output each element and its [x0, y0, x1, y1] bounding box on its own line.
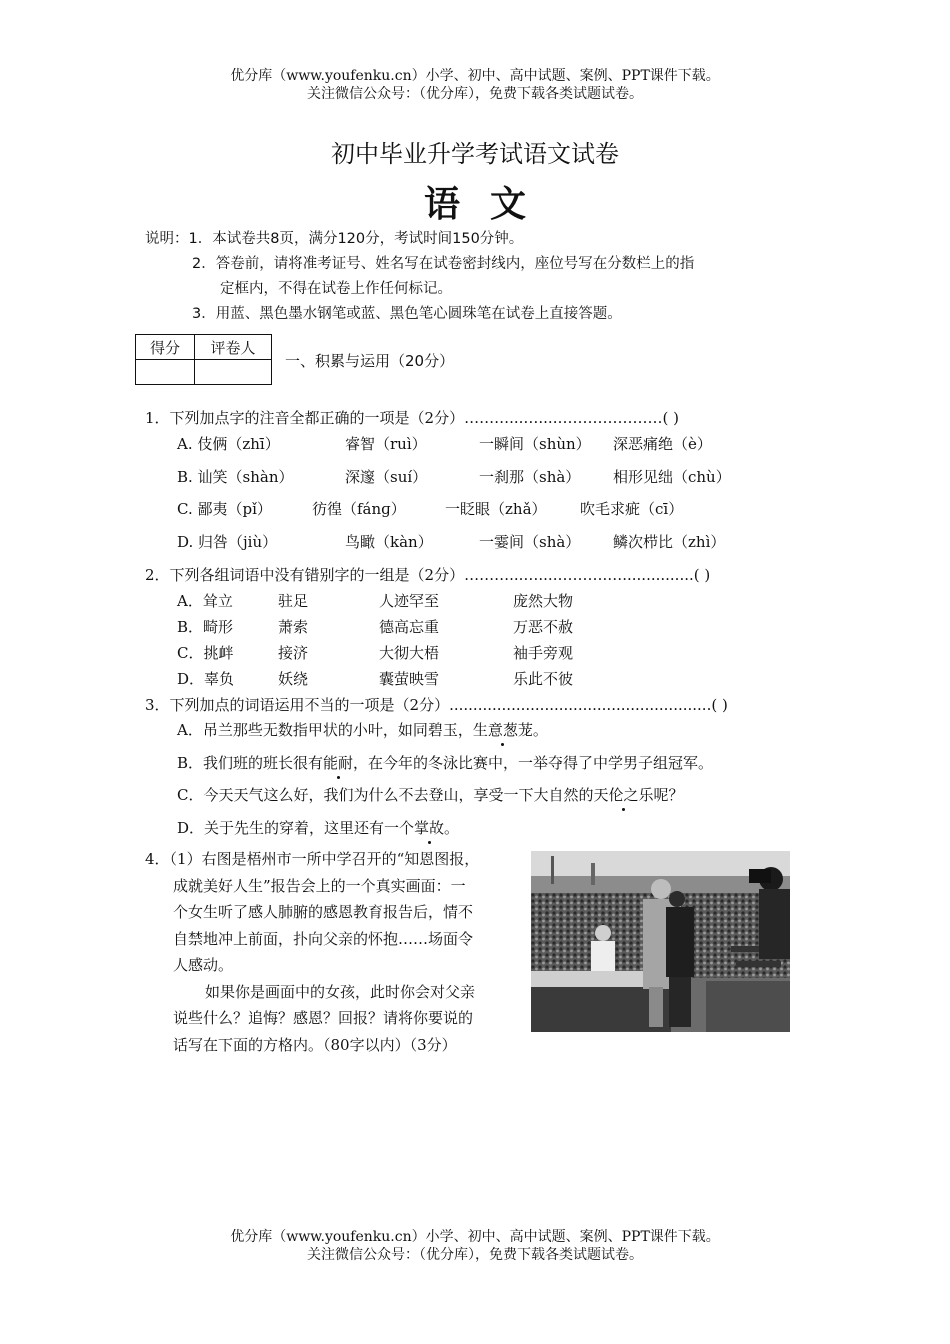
q3-stem: 3．下列加点的词语运用不当的一项是（2分）.......................................................( )	[145, 696, 728, 714]
q3-option-b: B．我们班的班长很有能耐，在今年的冬泳比赛中，一举夺得了中学男子组冠军。	[177, 753, 714, 772]
score-table	[135, 334, 272, 385]
instruction-2: 2．答卷前，请将准考证号、姓名写在试卷密封线内，座位号写在分数栏上的指	[192, 256, 695, 272]
q2-option-b: B．畸形 萧索 德高忘重 万恶不赦	[177, 618, 574, 636]
section-heading: 一、积累与运用（20分）	[285, 352, 455, 370]
score-header: 得分	[136, 335, 195, 360]
header-line-2: 关注微信公众号：（优分库），免费下载各类试题试卷。	[307, 86, 643, 102]
q3-option-d: D．关于先生的穿着，这里还有一个掌故。	[177, 818, 460, 837]
q2-option-c: C．挑衅 接济 大彻大梧 袖手旁观	[177, 644, 574, 662]
q4-line-5: 人感动。	[173, 956, 234, 974]
footer-line-1: 优分库（www.youfenku.cn）小学、初中、高中试题、案例、PPT课件下载。	[230, 1229, 720, 1245]
q4-line-7: 说些什么？追悔？感恩？回报？请将你要说的	[173, 1009, 474, 1027]
q3-option-c: C．今天天气这么好，我们为什么不去登山，享受一下大自然的天伦之乐呢？	[177, 786, 684, 804]
q3-option-a: A．吊兰那些无数指甲状的小叶，如同碧玉，生意葱茏。	[177, 721, 548, 739]
q1-option-c: C. 鄙夷（pǐ） 彷徨（fánɡ） 一眨眼（zhǎ） 吹毛求疵（cī）	[177, 500, 684, 518]
footer-line-2: 关注微信公众号：（优分库），免费下载各类试题试卷。	[307, 1247, 643, 1263]
grader-header: 评卷人	[195, 335, 272, 360]
exam-title: 初中毕业升学考试语文试卷	[331, 140, 619, 168]
q3-options	[177, 719, 797, 849]
instruction-1: 说明：1．本试卷共8页，满分120分，考试时间150分钟。	[145, 231, 524, 247]
instruction-2-cont: 定框内，不得在试卷上作任何标记。	[220, 281, 452, 297]
q3-b-dotted-word: 能耐	[323, 753, 354, 772]
q2-option-d: D．辜负 妖绕 囊萤映雪 乐此不彼	[177, 670, 574, 688]
q4-line-1: 4．（1）右图是梧州市一所中学召开的“知恩图报，	[145, 850, 480, 868]
instruction-3: 3．用蓝、黑色墨水钢笔或蓝、黑色笔心圆珠笔在试卷上直接答题。	[192, 306, 622, 322]
q1-option-b: B. 讪笑（shàn） 深邃（suí） 一刹那（shà） 相形见绌（chù）	[177, 467, 731, 486]
assembly-photo-image	[531, 851, 790, 1032]
q4-line-8: 话写在下面的方格内。（80字以内）（3分）	[173, 1035, 457, 1054]
q3-c-dotted-word: 天伦之乐	[593, 786, 654, 804]
subject-heading: 语文	[423, 184, 556, 225]
instructions	[145, 227, 694, 327]
q3-d-dotted-word: 掌故	[414, 818, 445, 837]
q1-stem: 1．下列加点字的注音全都正确的一项是（2分）………...…....…………………( )	[145, 409, 679, 427]
q3-a-dotted-word: 生意葱茏	[472, 721, 533, 739]
q1-options	[177, 433, 777, 563]
q4-line-2: 成就美好人生”报告会上的一个真实画面：一	[173, 876, 466, 895]
q1-option-a: A. 伎俩（zhī） 睿智（ruì） 一瞬间（shùn） 深恶痛绝（è）	[177, 435, 712, 453]
q4-text	[145, 846, 525, 1058]
q1-option-d: D. 归咎（jiù） 鸟瞰（kàn） 一霎间（shà） 鳞次栉比（zhì）	[177, 532, 726, 551]
score-cell	[136, 360, 195, 385]
q2-option-a: A．耸立 驻足 人迹罕至 庞然大物	[177, 592, 574, 610]
header-line-1: 优分库（www.youfenku.cn）小学、初中、高中试题、案例、PPT课件下载。	[230, 68, 720, 84]
assembly-photo	[531, 851, 790, 1032]
q2-stem: 2．下列各组词语中没有错别字的一组是（2分）………...…....……….…...............( )	[145, 566, 711, 584]
q4-line-4: 自禁地冲上前面，扑向父亲的怀抱……场面令	[173, 929, 474, 948]
q4-line-6: 如果你是画面中的女孩，此时你会对父亲	[205, 982, 476, 1001]
grader-cell	[195, 360, 272, 385]
q4-line-3: 个女生听了感人肺腑的感恩教育报告后，情不	[173, 903, 474, 921]
q2-options	[177, 590, 777, 694]
